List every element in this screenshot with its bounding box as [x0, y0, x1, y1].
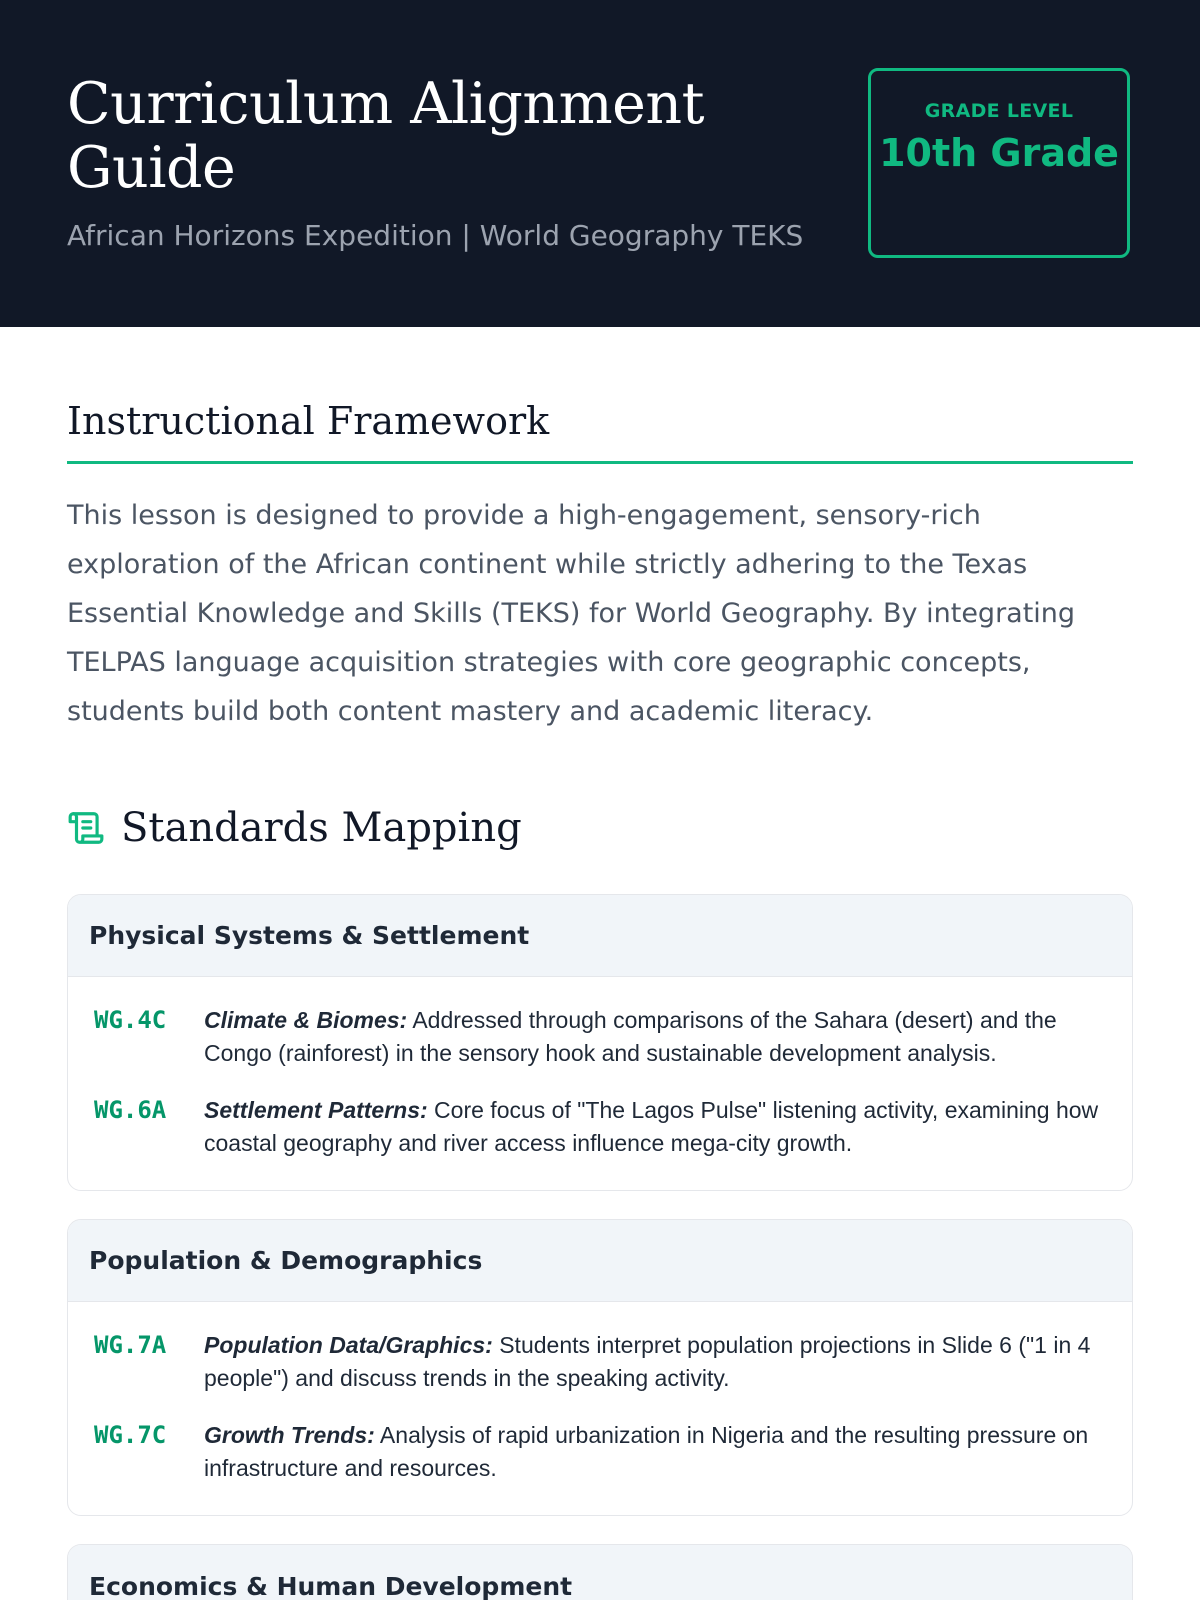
standard-description — [204, 1004, 1108, 1070]
standard-description — [204, 1419, 1108, 1485]
framework-body: This lesson is designed to provide a high-engagement, sensory-rich exploration of the African continent while strictly adhering to the Texas Essential Knowledge and Skills (TEKS) for World Geography. By integrating TELPAS language acquisition strategies with core geographic concepts, students build both content mastery and academic literacy. — [67, 500, 1076, 727]
standard-text: Core focus of "The Lagos Pulse" listening activity, examining how coastal geography and river access influence mega-city growth. — [204, 1097, 1099, 1156]
page-header — [0, 0, 1200, 327]
card-title: Physical Systems & Settlement — [68, 895, 1132, 977]
standard-text: Analysis of rapid urbanization in Nigeria and the resulting pressure on infrastructure and resources. — [204, 1422, 1089, 1481]
standards-mapping-title: Standards Mapping — [121, 805, 522, 851]
standard-code: WG.7C — [94, 1421, 167, 1449]
heading-divider — [67, 461, 1133, 464]
standard-term: Growth Trends: — [204, 1422, 375, 1448]
standard-description — [204, 1094, 1108, 1160]
grade-level-value: 10th Grade — [879, 131, 1119, 175]
page-title: Curriculum Alignment Guide — [67, 71, 705, 201]
framework-heading: Instructional Framework — [67, 399, 550, 443]
scroll-icon — [67, 809, 105, 847]
standard-item — [94, 1004, 1108, 1070]
page-subtitle: African Horizons Expedition | World Geography TEKS — [67, 219, 804, 252]
standards-card-physical-systems — [67, 894, 1133, 1191]
standards-mapping-heading — [67, 800, 522, 856]
standard-term: Settlement Patterns: — [204, 1097, 428, 1123]
standard-item — [94, 1094, 1108, 1160]
card-title: Population & Demographics — [68, 1220, 1132, 1302]
standard-item — [94, 1419, 1108, 1485]
standard-code: WG.6A — [94, 1096, 167, 1124]
standard-code: WG.4C — [94, 1006, 167, 1034]
standards-card-population — [67, 1219, 1133, 1516]
grade-level-badge — [868, 68, 1130, 258]
standard-term: Population Data/Graphics: — [204, 1332, 493, 1358]
standard-text: Addressed through comparisons of the Sahara (desert) and the Congo (rainforest) in the sensory hook and sustainable development analysis. — [204, 1007, 1057, 1066]
card-title: Economics & Human Development — [68, 1545, 1132, 1600]
standards-card-economics — [67, 1544, 1133, 1600]
standard-description — [204, 1329, 1108, 1395]
grade-level-label: GRADE LEVEL — [924, 100, 1074, 122]
standard-text: Students interpret population projections in Slide 6 ("1 in 4 people") and discuss trends in the speaking activity. — [204, 1332, 1091, 1391]
standard-item — [94, 1329, 1108, 1395]
standard-term: Climate & Biomes: — [204, 1007, 408, 1033]
standard-code: WG.7A — [94, 1331, 167, 1359]
